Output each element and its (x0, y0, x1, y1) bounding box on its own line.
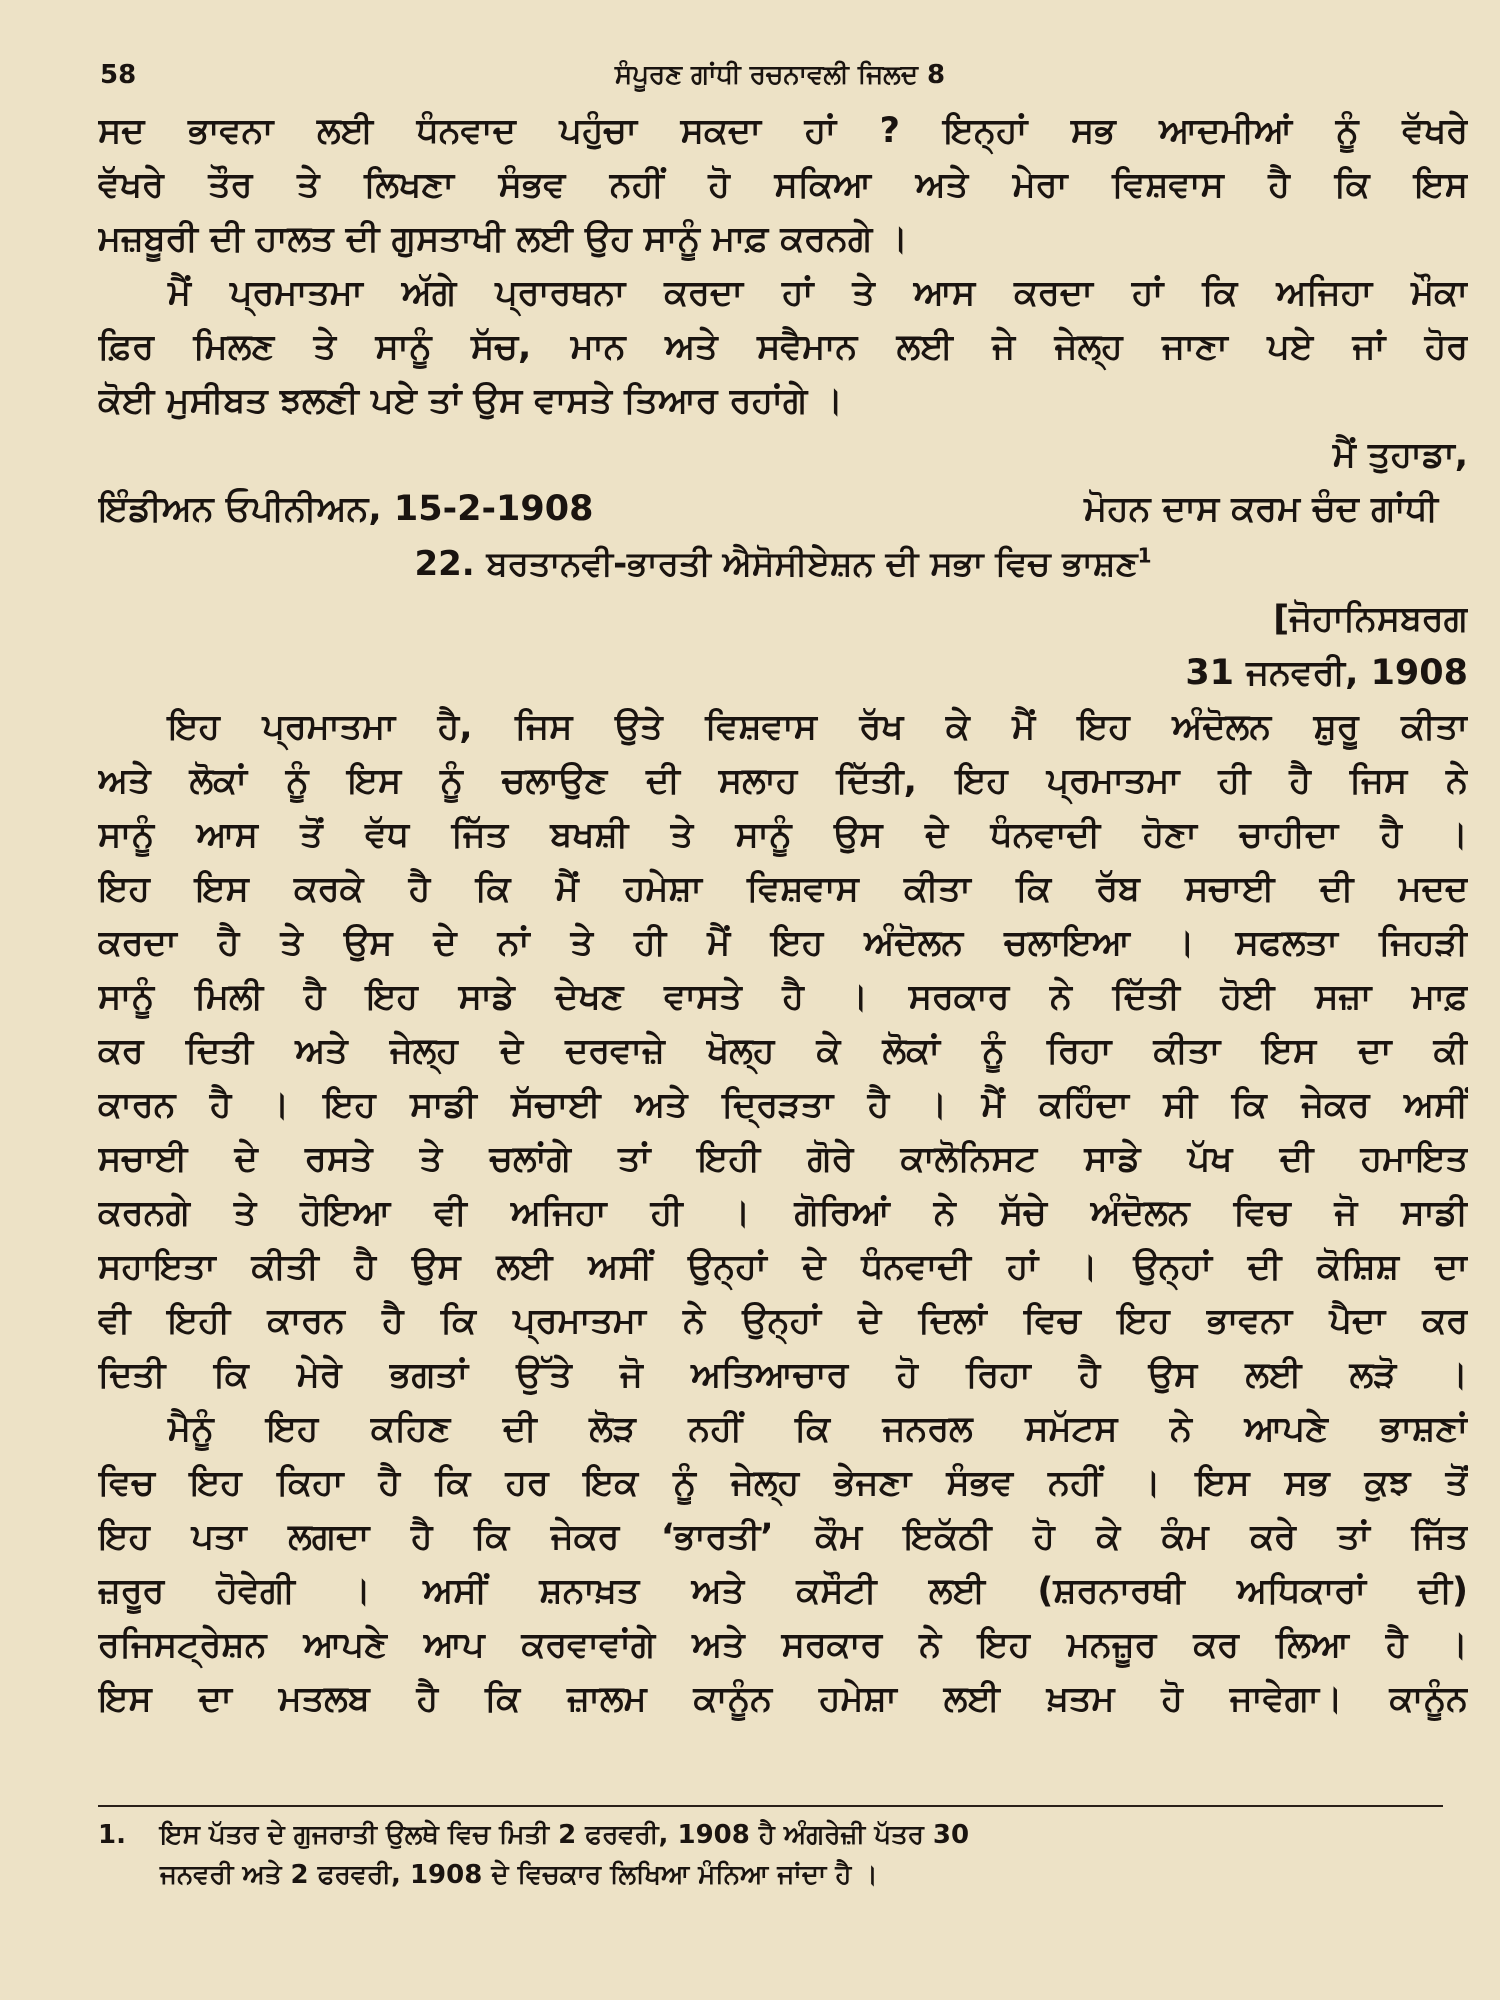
footnote-line (98, 1815, 1443, 1855)
text-line: ਕਰ ਦਿਤੀ ਅਤੇ ਜੇਲ੍ਹ ਦੇ ਦਰਵਾਜ਼ੇ ਖੋਲ੍ਹ ਕੇ ਲੋਕਾਂ ਨੂੰ ਰਿਹਾ ਕੀਤਾ ਇਸ ਦਾ ਕੀ (98, 1031, 1468, 1071)
text-line: ਕੋਈ ਮੁਸੀਬਤ ਝਲਣੀ ਪਏ ਤਾਂ ਉਸ ਵਾਸਤੇ ਤਿਆਰ ਰਹਾਂਗੇ । (98, 381, 844, 421)
text-line: ਕਰਦਾ ਹੈ ਤੇ ਉਸ ਦੇ ਨਾਂ ਤੇ ਹੀ ਮੈਂ ਇਹ ਅੰਦੋਲਨ ਚਲਾਇਆ । ਸਫਲਤਾ ਜਿਹੜੀ (98, 923, 1468, 963)
text-line: ਇਹ ਪਤਾ ਲਗਦਾ ਹੈ ਕਿ ਜੇਕਰ ‘ਭਾਰਤੀ’ ਕੌਮ ਇਕੱਠੀ ਹੋ ਕੇ ਕੰਮ ਕਰੇ ਤਾਂ ਜਿੱਤ (98, 1517, 1468, 1557)
text-line: ਵੀ ਇਹੀ ਕਾਰਨ ਹੈ ਕਿ ਪ੍ਰਮਾਤਮਾ ਨੇ ਉਨ੍ਹਾਂ ਦੇ ਦਿਲਾਂ ਵਿਚ ਇਹ ਭਾਵਨਾ ਪੈਦਾ ਕਰ (98, 1301, 1468, 1341)
text-line: ਸਚਾਈ ਦੇ ਰਸਤੇ ਤੇ ਚਲਾਂਗੇ ਤਾਂ ਇਹੀ ਗੋਰੇ ਕਾਲੋਨਿਸਟ ਸਾਡੇ ਪੱਖ ਦੀ ਹਮਾਇਤ (98, 1139, 1468, 1179)
text-line: ਇਹ ਪ੍ਰਮਾਤਮਾ ਹੈ, ਜਿਸ ਉਤੇ ਵਿਸ਼ਵਾਸ ਰੱਖ ਕੇ ਮੈਂ ਇਹ ਅੰਦੋਲਨ ਸ਼ੁਰੂ ਕੀਤਾ (168, 707, 1468, 747)
page-body (98, 104, 1468, 1726)
text-line: ਜ਼ਰੂਰ ਹੋਵੇਗੀ । ਅਸੀਂ ਸ਼ਨਾਖ਼ਤ ਅਤੇ ਕਸੌਟੀ ਲਈ (ਸ਼ਰਨਾਰਥੀ ਅਧਿਕਾਰਾਂ ਦੀ) (98, 1571, 1468, 1611)
signature: ਮੋਹਨ ਦਾਸ ਕਰਮ ਚੰਦ ਗਾਂਧੀ (1084, 489, 1438, 529)
running-title: ਸੰਪੂਰਣ ਗਾਂਧੀ ਰਚਨਾਵਲੀ ਜਿਲਦ 8 (614, 60, 946, 90)
text-line: ਇਸ ਦਾ ਮਤਲਬ ਹੈ ਕਿ ਜ਼ਾਲਮ ਕਾਨੂੰਨ ਹਮੇਸ਼ਾ ਲਈ ਖ਼ਤਮ ਹੋ ਜਾਵੇਗਾ। ਕਾਨੂੰਨ (98, 1679, 1468, 1719)
text-line: ਸਹਾਇਤਾ ਕੀਤੀ ਹੈ ਉਸ ਲਈ ਅਸੀਂ ਉਨ੍ਹਾਂ ਦੇ ਧੰਨਵਾਦੀ ਹਾਂ । ਉਨ੍ਹਾਂ ਦੀ ਕੋਸ਼ਿਸ਼ ਦਾ (98, 1247, 1468, 1287)
footnote-divider (98, 1805, 1443, 1807)
footnote-line: ਜਨਵਰੀ ਅਤੇ 2 ਫਰਵਰੀ, 1908 ਦੇ ਵਿਚਕਾਰ ਲਿਖਿਆ ਮੰਨਿਆ ਜਾਂਦਾ ਹੈ । (160, 1860, 878, 1890)
text-line: ਫ਼ਿਰ ਮਿਲਣ ਤੇ ਸਾਨੂੰ ਸੱਚ, ਮਾਨ ਅਤੇ ਸਵੈਮਾਨ ਲਈ ਜੇ ਜੇਲ੍ਹ ਜਾਣਾ ਪਏ ਜਾਂ ਹੋਰ (98, 327, 1468, 367)
footnote (98, 1815, 1443, 1895)
speech-place: [ਜੋਹਾਨਿਸਬਰਗ (1273, 599, 1468, 639)
section-heading (98, 536, 1468, 592)
text-line: ਵਿਚ ਇਹ ਕਿਹਾ ਹੈ ਕਿ ਹਰ ਇਕ ਨੂੰ ਜੇਲ੍ਹ ਭੇਜਣਾ ਸੰਭਵ ਨਹੀਂ । ਇਸ ਸਭ ਕੁਝ ਤੋਂ (98, 1463, 1468, 1503)
text-line: ਸਾਨੂੰ ਆਸ ਤੋਂ ਵੱਧ ਜਿੱਤ ਬਖਸ਼ੀ ਤੇ ਸਾਨੂੰ ਉਸ ਦੇ ਧੰਨਵਾਦੀ ਹੋਣਾ ਚਾਹੀਦਾ ਹੈ । (98, 815, 1468, 855)
source-signature-line (98, 482, 1468, 536)
footnote-text: ਇਸ ਪੱਤਰ ਦੇ ਗੁਜਰਾਤੀ ਉਲਥੇ ਵਿਚ ਮਿਤੀ 2 ਫਰਵਰੀ, 1908 ਹੈ ਅੰਗਰੇਜ਼ੀ ਪੱਤਰ 30 (160, 1820, 970, 1850)
text-line: ਕਾਰਨ ਹੈ । ਇਹ ਸਾਡੀ ਸੱਚਾਈ ਅਤੇ ਦ੍ਰਿੜਤਾ ਹੈ । ਮੈਂ ਕਹਿੰਦਾ ਸੀ ਕਿ ਜੇਕਰ ਅਸੀਂ (98, 1085, 1468, 1125)
page-number: 58 (100, 60, 137, 90)
text-line: ਦਿਤੀ ਕਿ ਮੇਰੇ ਭਗਤਾਂ ਉੱਤੇ ਜੋ ਅਤਿਆਚਾਰ ਹੋ ਰਿਹਾ ਹੈ ਉਸ ਲਈ ਲੜੋ । (98, 1355, 1468, 1395)
text-line: ਵੱਖਰੇ ਤੌਰ ਤੇ ਲਿਖਣਾ ਸੰਭਵ ਨਹੀਂ ਹੋ ਸਕਿਆ ਅਤੇ ਮੇਰਾ ਵਿਸ਼ਵਾਸ ਹੈ ਕਿ ਇਸ (98, 165, 1468, 205)
footnote-reference: 1 (1137, 543, 1152, 568)
text-line: ਸਾਨੂੰ ਮਿਲੀ ਹੈ ਇਹ ਸਾਡੇ ਦੇਖਣ ਵਾਸਤੇ ਹੈ । ਸਰਕਾਰ ਨੇ ਦਿੱਤੀ ਹੋਈ ਸਜ਼ਾ ਮਾਫ਼ (98, 977, 1468, 1017)
text-line: ਮਜ਼ਬੂਰੀ ਦੀ ਹਾਲਤ ਦੀ ਗੁਸਤਾਖੀ ਲਈ ਉਹ ਸਾਨੂੰ ਮਾਫ਼ ਕਰਨਗੇ । (98, 219, 908, 259)
footnote-number: 1. (98, 1820, 126, 1850)
text-line: ਸਦ ਭਾਵਨਾ ਲਈ ਧੰਨਵਾਦ ਪਹੁੰਚਾ ਸਕਦਾ ਹਾਂ ? ਇਨ੍ਹਾਂ ਸਭ ਆਦਮੀਆਂ ਨੂੰ ਵੱਖਰੇ (98, 111, 1468, 151)
text-line: ਮੈਨੂੰ ਇਹ ਕਹਿਣ ਦੀ ਲੋੜ ਨਹੀਂ ਕਿ ਜਨਰਲ ਸਮੱਟਸ ਨੇ ਆਪਣੇ ਭਾਸ਼ਣਾਂ (168, 1409, 1468, 1449)
speech-date: 31 ਜਨਵਰੀ, 1908 (1185, 653, 1468, 693)
page-header (100, 60, 1460, 100)
section-heading-text: 22. ਬਰਤਾਨਵੀ-ਭਾਰਤੀ ਐਸੋਸੀਏਸ਼ਨ ਦੀ ਸਭਾ ਵਿਚ ਭਾਸ਼ਣ (414, 544, 1138, 584)
text-line: ਕਰਨਗੇ ਤੇ ਹੋਇਆ ਵੀ ਅਜਿਹਾ ਹੀ । ਗੋਰਿਆਂ ਨੇ ਸੱਚੇ ਅੰਦੋਲਨ ਵਿਚ ਜੋ ਸਾਡੀ (98, 1193, 1468, 1233)
text-line: ਮੈਂ ਪ੍ਰਮਾਤਮਾ ਅੱਗੇ ਪ੍ਰਾਰਥਨਾ ਕਰਦਾ ਹਾਂ ਤੇ ਆਸ ਕਰਦਾ ਹਾਂ ਕਿ ਅਜਿਹਾ ਮੌਕਾ (168, 273, 1468, 313)
text-line: ਅਤੇ ਲੋਕਾਂ ਨੂੰ ਇਸ ਨੂੰ ਚਲਾਉਣ ਦੀ ਸਲਾਹ ਦਿੱਤੀ, ਇਹ ਪ੍ਰਮਾਤਮਾ ਹੀ ਹੈ ਜਿਸ ਨੇ (98, 761, 1468, 801)
source-citation: ਇੰਡੀਅਨ ਓਪੀਨੀਅਨ, 15-2-1908 (98, 489, 594, 529)
letter-closing: ਮੈਂ ਤੁਹਾਡਾ, (1332, 435, 1468, 475)
text-line: ਰਜਿਸਟ੍ਰੇਸ਼ਨ ਆਪਣੇ ਆਪ ਕਰਵਾਵਾਂਗੇ ਅਤੇ ਸਰਕਾਰ ਨੇ ਇਹ ਮਨਜ਼ੂਰ ਕਰ ਲਿਆ ਹੈ । (98, 1625, 1468, 1665)
text-line: ਇਹ ਇਸ ਕਰਕੇ ਹੈ ਕਿ ਮੈਂ ਹਮੇਸ਼ਾ ਵਿਸ਼ਵਾਸ ਕੀਤਾ ਕਿ ਰੱਬ ਸਚਾਈ ਦੀ ਮਦਦ (98, 869, 1468, 909)
